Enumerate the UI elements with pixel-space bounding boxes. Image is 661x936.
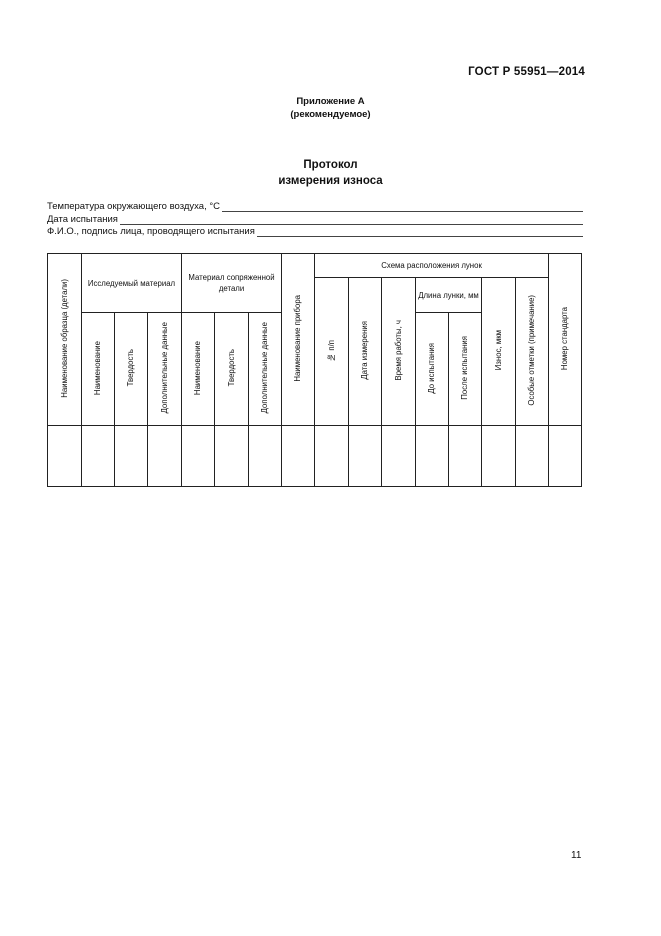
col-studied-hardness: Твердость [115, 313, 148, 426]
empty-cell [282, 426, 315, 487]
empty-cell [249, 426, 282, 487]
group-mating-material: Материал сопряженной детали [182, 254, 282, 313]
group-pit-length: Длина лунки, мм [416, 278, 482, 313]
protocol-title: Протокол [303, 159, 358, 171]
fill-line [120, 215, 583, 225]
fill-line [257, 227, 583, 237]
empty-cell [416, 426, 449, 487]
empty-cell [382, 426, 416, 487]
appendix-status: (рекомендуемое) [290, 109, 371, 120]
empty-cell [349, 426, 382, 487]
empty-cell [315, 426, 349, 487]
col-studied-name: Наименование [82, 313, 115, 426]
table-row [48, 426, 582, 487]
col-standard-number: Номер стандарта [549, 254, 582, 426]
col-sample-name: Наименование образца (детали) [48, 254, 82, 426]
appendix-heading [0, 95, 661, 121]
empty-cell [482, 426, 516, 487]
col-wear: Износ, мкм [482, 278, 516, 426]
col-measurement-date: Дата измерения [349, 278, 382, 426]
col-mating-name: Наименование [182, 313, 215, 426]
col-studied-extra: Дополнительные данные [148, 313, 182, 426]
empty-cell [549, 426, 582, 487]
empty-cell [115, 426, 148, 487]
col-mating-hardness: Твердость [215, 313, 249, 426]
field-label: Дата испытания [47, 213, 118, 225]
wear-measurement-table [47, 253, 582, 487]
field-label: Ф.И.О., подпись лица, проводящего испытания [47, 226, 255, 237]
empty-cell [48, 426, 82, 487]
empty-cell [182, 426, 215, 487]
col-notes: Особые отметки (примечание) [516, 278, 549, 426]
empty-cell [148, 426, 182, 487]
group-studied-material: Исследуемый материал [82, 254, 182, 313]
col-work-time: Время работы, ч [382, 278, 416, 426]
protocol-heading [0, 157, 661, 189]
col-after-test: После испытания [449, 313, 482, 426]
field-tester-signature [47, 225, 583, 237]
empty-cell [215, 426, 249, 487]
col-device-name: Наименование прибора [282, 254, 315, 426]
col-mating-extra: Дополнительные данные [249, 313, 282, 426]
protocol-fields [47, 200, 583, 238]
appendix-title: Приложение А [296, 96, 365, 107]
group-pit-scheme: Схема расположения лунок [315, 254, 549, 278]
empty-cell [449, 426, 482, 487]
col-before-test: До испытания [416, 313, 449, 426]
field-test-date [47, 213, 583, 225]
page-number: 11 [571, 850, 582, 861]
fill-line [222, 202, 583, 212]
empty-cell [82, 426, 115, 487]
field-ambient-temperature [47, 200, 583, 212]
protocol-subtitle: измерения износа [278, 175, 383, 187]
col-number: № п/п [315, 278, 349, 426]
empty-cell [516, 426, 549, 487]
document-code: ГОСТ Р 55951—2014 [468, 66, 585, 78]
field-label: Температура окружающего воздуха, °С [47, 201, 221, 212]
